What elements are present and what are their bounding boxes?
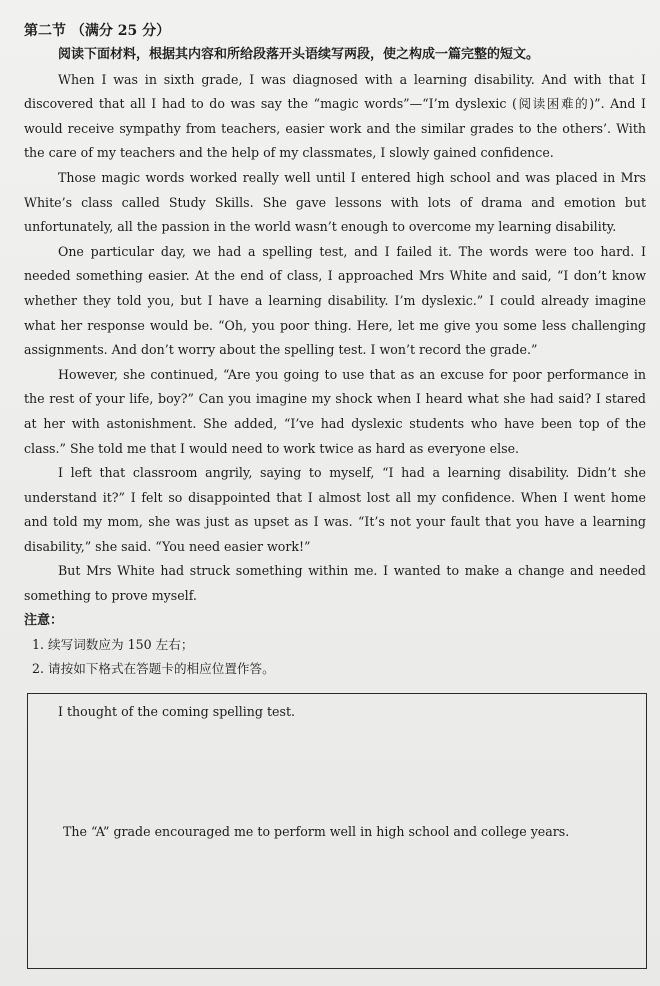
story-paragraph-1: When I was in sixth grade, I was diagnosed with a learning disability. And with that I discovered that all I had to do was say the “magic words”—“I’m dyslexic (阅读困难的)”. And I would receive sympathy from teachers, easier work and the similar grades to the others’. With the care of my teachers and the help of my classmates, I slowly gained confidence.: [24, 71, 646, 161]
note-item-1: 1. 续写词数应为 150 左右；: [32, 636, 194, 652]
story-paragraph-3: One particular day, we had a spelling test, and I failed it. The words were too hard. I needed something easier. At the end of class, I approached Mrs White and said, “I don’t know whether they told you, but I have a learning disability. I’m dyslexic.” I could already imagine what her response would be. “Oh, you poor thing. Here, let me give you some less challenging assignments. And don’t worry about the spelling test. I won’t record the grade.”: [24, 243, 646, 358]
task-instruction: 阅读下面材料，根据其内容和所给段落开头语续写两段，使之构成一篇完整的短文。: [58, 47, 540, 62]
section-title: 第二节 （满分 25 分）: [24, 23, 171, 39]
story-paragraph-4: However, she continued, “Are you going to use that as an excuse for poor performance in the rest of your life, boy?” Can you imagine my shock when I heard what she had said? I stared at her with astonishment. She added, “I’ve had dyslexic students who have been top of the class.” She told me that I would need to work twice as hard as everyone else.: [24, 366, 646, 456]
answer-paragraph-2-opening: The “A” grade encouraged me to perform well in high school and college years.: [63, 824, 570, 839]
story-paragraph-2: Those magic words worked really well until I entered high school and was placed in Mrs White’s class called Study Skills. She gave lessons with lots of drama and emotion but unfortunately, all the passion in the world wasn’t enough to overcome my learning disability.: [24, 169, 646, 235]
note-item-2: 2. 请按如下格式在答题卡的相应位置作答。: [32, 660, 275, 676]
notes-title: 注意：: [24, 612, 64, 628]
answer-box[interactable]: [27, 693, 647, 969]
story-paragraph-5: I left that classroom angrily, saying to myself, “I had a learning disability. Didn’t she understand it?” I felt so disappointed that I almost lost all my confidence. When I went home and told my mom, she was just as upset as I was. “It’s not your fault that you have a learning disability,” she said. “You need easier work!”: [24, 465, 646, 554]
answer-paragraph-1-opening: I thought of the coming spelling test.: [58, 704, 296, 719]
story-paragraph-6: But Mrs White had struck something within me. I wanted to make a change and needed something to prove myself.: [24, 563, 646, 604]
